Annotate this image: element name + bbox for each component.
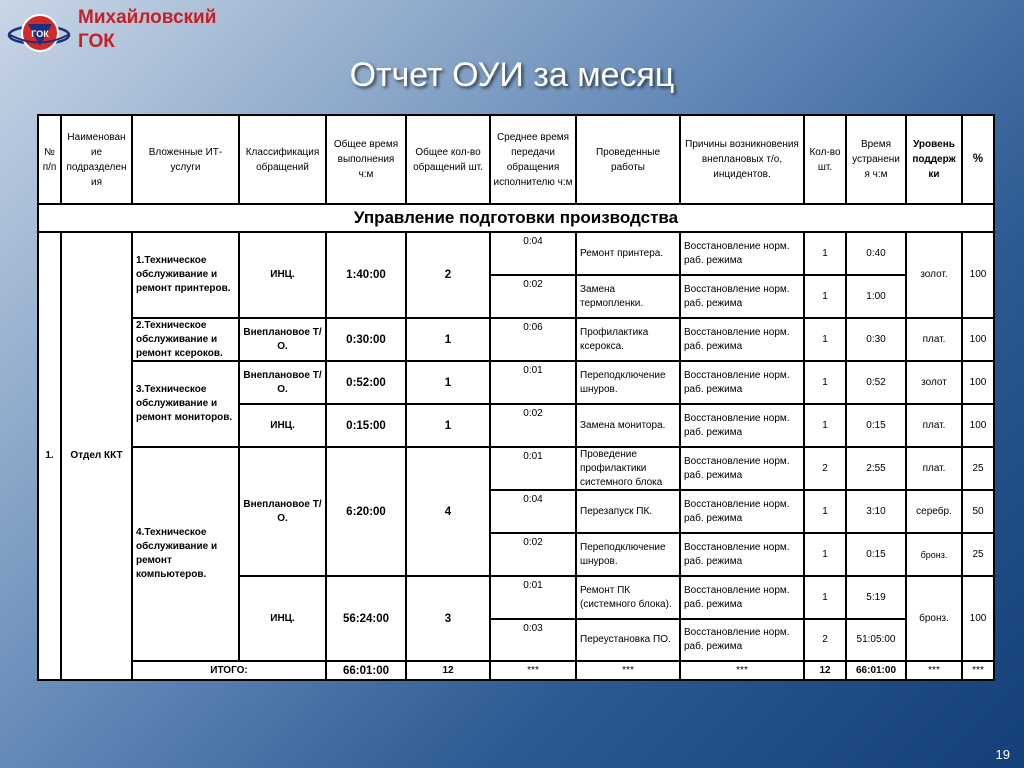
fix-time-cell: 0:30 — [846, 318, 906, 361]
work-cell: Проведение профилактики системного блока — [576, 447, 680, 490]
support-level-cell: бронз. — [906, 576, 962, 661]
percent-cell: 100 — [962, 318, 994, 361]
service-monitors: 3.Техническое обслуживание и ремонт мониторов. — [132, 361, 239, 447]
avg-time-cell: 0:02 — [490, 275, 576, 318]
total-time-cell: 0:52:00 — [326, 361, 406, 404]
section-title: Управление подготовки производства — [38, 204, 994, 232]
support-level-cell: серебр. — [906, 490, 962, 533]
fix-time-cell: 0:52 — [846, 361, 906, 404]
total-qty: 12 — [804, 661, 846, 680]
work-cell: Переподключение шнуров. — [576, 361, 680, 404]
total-count-cell: 2 — [406, 232, 490, 318]
total-fix-time: 66:01:00 — [846, 661, 906, 680]
qty-cell: 2 — [804, 447, 846, 490]
row-number: 1. — [38, 232, 61, 680]
qty-cell: 1 — [804, 318, 846, 361]
qty-cell: 1 — [804, 232, 846, 275]
report-table — [37, 114, 995, 681]
header-dept: Наименован ие подразделен ия — [61, 115, 132, 204]
header-avg-transfer: Среднее время передачи обращения исполнителю ч:м — [490, 115, 576, 204]
total-label: ИТОГО: — [132, 661, 326, 680]
work-cell: Профилактика ксерокса. — [576, 318, 680, 361]
header-causes: Причины возникновения внеплановых т/о, инцидентов. — [680, 115, 804, 204]
total-count-cell: 3 — [406, 576, 490, 661]
total-count-cell: 4 — [406, 447, 490, 576]
cause-cell: Восстановление норм. раб. режима — [680, 361, 804, 404]
percent-cell: 25 — [962, 533, 994, 576]
total-causes: *** — [680, 661, 804, 680]
avg-time-cell: 0:04 — [490, 490, 576, 533]
service-copiers: 2.Техническое обслуживание и ремонт ксероков. — [132, 318, 239, 361]
brand-line1: Михайловский — [78, 7, 217, 28]
percent-cell: 25 — [962, 447, 994, 490]
header-total-time: Общее время выполнения ч:м — [326, 115, 406, 204]
avg-time-cell: 0:04 — [490, 232, 576, 275]
support-level-cell: золот. — [906, 232, 962, 318]
header-percent: % — [962, 115, 994, 204]
service-printers: 1.Техническое обслуживание и ремонт принтеров. — [132, 232, 239, 318]
total-level: *** — [906, 661, 962, 680]
cause-cell: Восстановление норм. раб. режима — [680, 447, 804, 490]
fix-time-cell: 0:40 — [846, 232, 906, 275]
header-qty: Кол-во шт. — [804, 115, 846, 204]
total-avg: *** — [490, 661, 576, 680]
fix-time-cell: 0:15 — [846, 404, 906, 447]
department-name: Отдел ККТ — [61, 232, 132, 680]
avg-time-cell: 0:06 — [490, 318, 576, 361]
support-level-cell: плат. — [906, 318, 962, 361]
page-number: 19 — [995, 747, 1010, 762]
total-time-cell: 1:40:00 — [326, 232, 406, 318]
avg-time-cell: 0:02 — [490, 404, 576, 447]
qty-cell: 1 — [804, 275, 846, 318]
qty-cell: 1 — [804, 490, 846, 533]
header-num: № п/п — [38, 115, 61, 204]
avg-time-cell: 0:02 — [490, 533, 576, 576]
qty-cell: 1 — [804, 404, 846, 447]
class-cell: ИНЦ. — [239, 232, 326, 318]
service-computers: 4.Техническое обслуживание и ремонт компьютеров. — [132, 447, 239, 661]
fix-time-cell: 51:05:00 — [846, 619, 906, 661]
company-logo — [6, 6, 72, 60]
header-fix-time: Время устранени я ч:м — [846, 115, 906, 204]
work-cell: Замена термопленки. — [576, 275, 680, 318]
percent-cell: 100 — [962, 404, 994, 447]
total-time-cell: 0:30:00 — [326, 318, 406, 361]
total-time-cell: 0:15:00 — [326, 404, 406, 447]
work-cell: Ремонт принтера. — [576, 232, 680, 275]
cause-cell: Восстановление норм. раб. режима — [680, 619, 804, 661]
brand-name — [78, 6, 216, 54]
qty-cell: 1 — [804, 361, 846, 404]
class-cell: ИНЦ. — [239, 576, 326, 661]
fix-time-cell: 2:55 — [846, 447, 906, 490]
work-cell: Переустановка ПО. — [576, 619, 680, 661]
cause-cell: Восстановление норм. раб. режима — [680, 404, 804, 447]
total-count-cell: 1 — [406, 404, 490, 447]
avg-time-cell: 0:03 — [490, 619, 576, 661]
qty-cell: 1 — [804, 576, 846, 619]
fix-time-cell: 1:00 — [846, 275, 906, 318]
avg-time-cell: 0:01 — [490, 361, 576, 404]
brand-line2: ГОК — [78, 31, 115, 52]
cause-cell: Восстановление норм. раб. режима — [680, 232, 804, 275]
total-count-cell: 1 — [406, 318, 490, 361]
header-support-level: Уровень поддерж ки — [906, 115, 962, 204]
avg-time-cell: 0:01 — [490, 576, 576, 619]
cause-cell: Восстановление норм. раб. режима — [680, 318, 804, 361]
percent-cell: 100 — [962, 361, 994, 404]
total-works: *** — [576, 661, 680, 680]
total-percent: *** — [962, 661, 994, 680]
support-level-cell: золот — [906, 361, 962, 404]
percent-cell: 50 — [962, 490, 994, 533]
fix-time-cell: 0:15 — [846, 533, 906, 576]
header-classification: Классификация обращений — [239, 115, 326, 204]
avg-time-cell: 0:01 — [490, 447, 576, 490]
header-services: Вложенные ИТ- услуги — [132, 115, 239, 204]
work-cell: Замена монитора. — [576, 404, 680, 447]
fix-time-cell: 3:10 — [846, 490, 906, 533]
class-cell: Внеплановое Т/О. — [239, 361, 326, 404]
header-total-count: Общее кол-во обращений шт. — [406, 115, 490, 204]
fix-time-cell: 5:19 — [846, 576, 906, 619]
cause-cell: Восстановление норм. раб. режима — [680, 275, 804, 318]
cause-cell: Восстановление норм. раб. режима — [680, 576, 804, 619]
total-count-cell: 1 — [406, 361, 490, 404]
page-title: Отчет ОУИ за месяц — [349, 56, 675, 94]
total-count: 12 — [406, 661, 490, 680]
qty-cell: 2 — [804, 619, 846, 661]
class-cell: ИНЦ. — [239, 404, 326, 447]
class-cell: Внеплановое Т/О. — [239, 318, 326, 361]
cause-cell: Восстановление норм. раб. режима — [680, 490, 804, 533]
class-cell: Внеплановое Т/О. — [239, 447, 326, 576]
cause-cell: Восстановление норм. раб. режима — [680, 533, 804, 576]
work-cell: Перезапуск ПК. — [576, 490, 680, 533]
work-cell: Ремонт ПК (системного блока). — [576, 576, 680, 619]
support-level-cell: плат. — [906, 447, 962, 490]
support-level-cell: плат. — [906, 404, 962, 447]
total-time-cell: 56:24:00 — [326, 576, 406, 661]
total-time: 66:01:00 — [326, 661, 406, 680]
total-time-cell: 6:20:00 — [326, 447, 406, 576]
percent-cell: 100 — [962, 576, 994, 661]
support-level-cell: бронз. — [906, 533, 962, 576]
header-works: Проведенные работы — [576, 115, 680, 204]
qty-cell: 1 — [804, 533, 846, 576]
percent-cell: 100 — [962, 232, 994, 318]
logo-text: ГОК — [31, 29, 49, 39]
work-cell: Переподключение шнуров. — [576, 533, 680, 576]
